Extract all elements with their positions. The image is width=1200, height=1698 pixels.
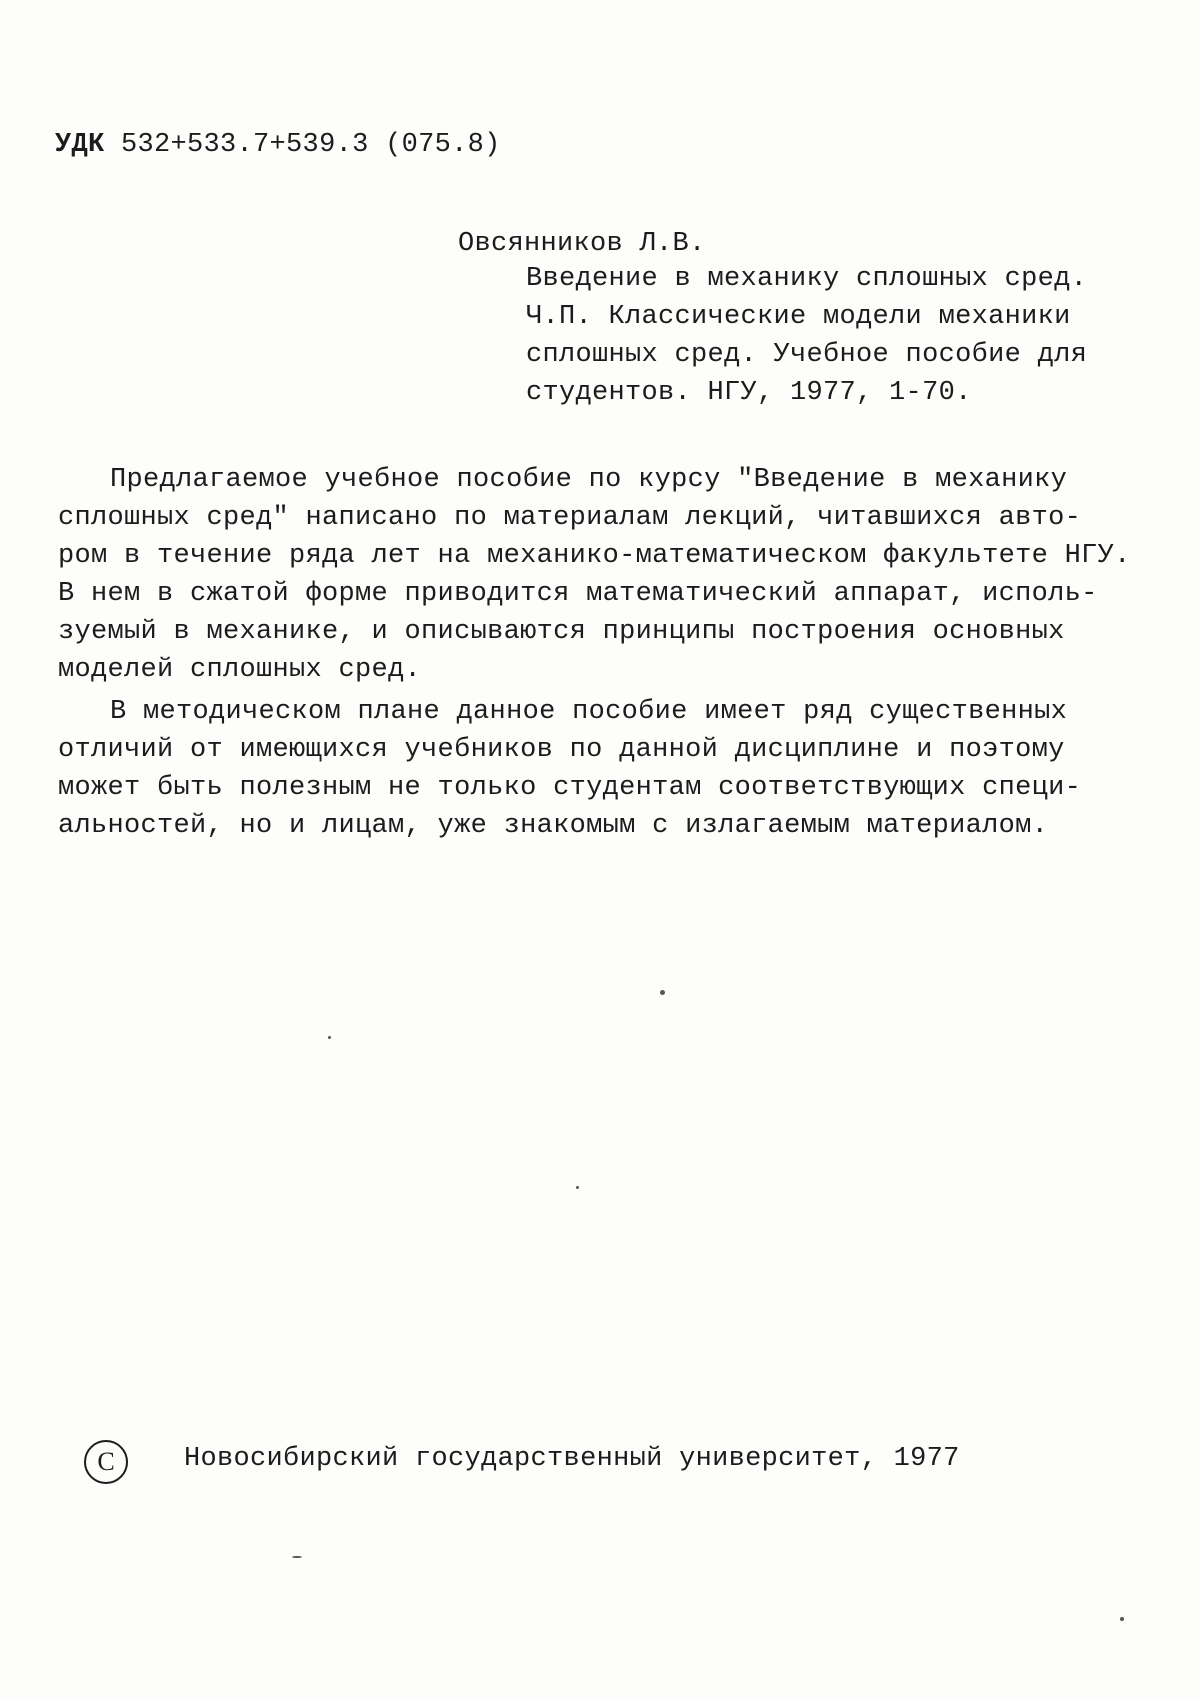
reference-line: Введение в механику сплошных сред. bbox=[526, 264, 1088, 294]
scan-speck bbox=[292, 1556, 302, 1558]
abstract-line: сплошных сред" написано по материалам лекций, читавшихся авто- bbox=[58, 503, 1082, 533]
copyright-icon: C bbox=[84, 1440, 128, 1484]
reference-line: студентов. НГУ, 1977, 1-70. bbox=[526, 378, 972, 408]
abstract-line: моделей сплошных сред. bbox=[58, 655, 422, 685]
scan-speck bbox=[576, 1186, 579, 1189]
abstract-line: В нем в сжатой форме приводится математический аппарат, исполь- bbox=[58, 579, 1098, 609]
copyright-text: Новосибирский государственный университет, 1977 bbox=[184, 1444, 960, 1474]
udk-line bbox=[55, 128, 501, 162]
scan-speck bbox=[660, 990, 665, 995]
reference-line: сплошных сред. Учебное пособие для bbox=[526, 340, 1088, 370]
abstract-line: ром в течение ряда лет на механико-математическом факультете НГУ. bbox=[58, 541, 1131, 571]
abstract-line: зуемый в механике, и описываются принципы построения основных bbox=[58, 617, 1065, 647]
reference-line: Ч.П. Классические модели механики bbox=[526, 302, 1071, 332]
abstract-line: отличий от имеющихся учебников по данной дисциплине и поэтому bbox=[58, 735, 1065, 765]
abstract-line: Предлагаемое учебное пособие по курсу "Введение в механику bbox=[110, 465, 1068, 495]
abstract-line: В методическом плане данное пособие имеет ряд существенных bbox=[110, 697, 1068, 727]
scan-speck bbox=[1120, 1617, 1124, 1621]
scan-speck bbox=[328, 1036, 331, 1039]
udk-code: 532+533.7+539.3 (075.8) bbox=[121, 130, 501, 160]
udk-label: УДК bbox=[55, 130, 105, 160]
abstract-line: может быть полезным не только студентам соответствующих специ- bbox=[58, 773, 1082, 803]
author-name: Овсянников Л.В. bbox=[458, 229, 706, 259]
abstract-line: альностей, но и лицам, уже знакомым с излагаемым материалом. bbox=[58, 811, 1049, 841]
